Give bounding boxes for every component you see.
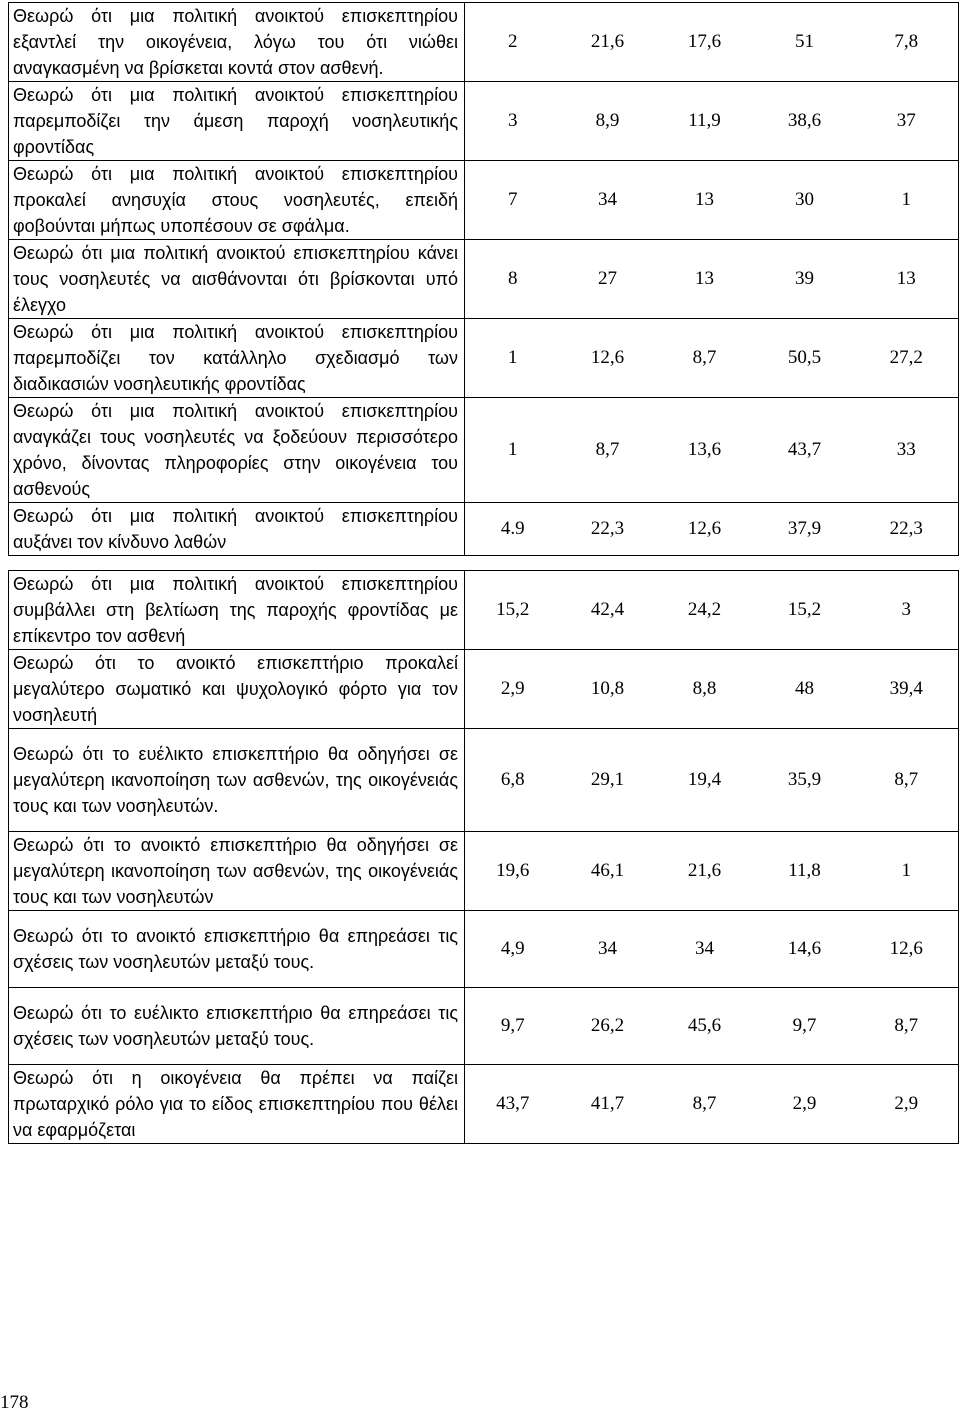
table-row: [9, 398, 959, 503]
table-row: [9, 729, 959, 832]
value-cell: 43,7: [755, 398, 855, 503]
value-cell: 51: [755, 3, 855, 82]
table-row: [9, 1065, 959, 1144]
value-cell: 4.9: [465, 503, 561, 556]
value-cell: 22,3: [855, 503, 959, 556]
value-cell: 1: [855, 832, 959, 911]
value-cell: 19,4: [655, 729, 755, 832]
value-cell: 8: [465, 240, 561, 319]
value-cell: 3: [855, 571, 959, 650]
value-cell: 38,6: [755, 82, 855, 161]
value-cell: 11,9: [655, 82, 755, 161]
value-cell: 48: [755, 650, 855, 729]
value-cell: 10,8: [561, 650, 655, 729]
table-row: [9, 503, 959, 556]
table-body: [9, 3, 959, 1144]
statement-cell: Θεωρώ ότι μια πολιτική ανοικτού επισκεπτηρίου κάνει τους νοσηλευτές να αισθάνονται ότι βρίσκονται υπό έλεγχο: [9, 240, 465, 319]
value-cell: 35,9: [755, 729, 855, 832]
value-cell: 24,2: [655, 571, 755, 650]
separator-cell: [9, 556, 959, 571]
value-cell: 2,9: [465, 650, 561, 729]
value-cell: 2,9: [855, 1065, 959, 1144]
value-cell: 13,6: [655, 398, 755, 503]
value-cell: 13: [655, 161, 755, 240]
value-cell: 1: [465, 398, 561, 503]
value-cell: 17,6: [655, 3, 755, 82]
table-row: [9, 988, 959, 1065]
table-row: [9, 82, 959, 161]
table-row: [9, 571, 959, 650]
value-cell: 8,9: [561, 82, 655, 161]
value-cell: 8,8: [655, 650, 755, 729]
value-cell: 34: [561, 161, 655, 240]
value-cell: 37,9: [755, 503, 855, 556]
statement-cell: Θεωρώ ότι μια πολιτική ανοικτού επισκεπτηρίου παρεμποδίζει τον κατάλληλο σχεδιασμό των διαδικασιών νοσηλευτικής φροντίδας: [9, 319, 465, 398]
value-cell: 1: [465, 319, 561, 398]
responses-table: [8, 2, 959, 1144]
statement-cell: Θεωρώ ότι το ανοικτό επισκεπτήριο θα οδηγήσει σε μεγαλύτερη ικανοποίηση των ασθενών, της οικογένειάς τους και των νοσηλευτών: [9, 832, 465, 911]
value-cell: 42,4: [561, 571, 655, 650]
value-cell: 19,6: [465, 832, 561, 911]
table-row: [9, 319, 959, 398]
value-cell: 1: [855, 161, 959, 240]
value-cell: 8,7: [655, 1065, 755, 1144]
statement-cell: Θεωρώ ότι μια πολιτική ανοικτού επισκεπτηρίου εξαντλεί την οικογένεια, λόγω του ότι νιώθει αναγκασμένη να βρίσκεται κοντά στον ασθενή.: [9, 3, 465, 82]
statement-cell: Θεωρώ ότι το ευέλικτο επισκεπτήριο θα οδηγήσει σε μεγαλύτερη ικανοποίηση των ασθενών, της οικογένειάς τους και των νοσηλευτών.: [9, 729, 465, 832]
value-cell: 2: [465, 3, 561, 82]
statement-cell: Θεωρώ ότι μια πολιτική ανοικτού επισκεπτηρίου αυξάνει τον κίνδυνο λαθών: [9, 503, 465, 556]
value-cell: 33: [855, 398, 959, 503]
statement-cell: Θεωρώ ότι το ανοικτό επισκεπτήριο προκαλεί μεγαλύτερο σωματικό και ψυχολογικό φόρτο για τον νοσηλευτή: [9, 650, 465, 729]
value-cell: 27: [561, 240, 655, 319]
page-number: 178: [0, 1392, 29, 1413]
table-row: [9, 161, 959, 240]
value-cell: 34: [655, 911, 755, 988]
value-cell: 7,8: [855, 3, 959, 82]
value-cell: 12,6: [655, 503, 755, 556]
statement-cell: Θεωρώ ότι μια πολιτική ανοικτού επισκεπτηρίου παρεμποδίζει την άμεση παροχή νοσηλευτικής φροντίδας: [9, 82, 465, 161]
value-cell: 37: [855, 82, 959, 161]
table-row: [9, 240, 959, 319]
statement-cell: Θεωρώ ότι μια πολιτική ανοικτού επισκεπτηρίου αναγκάζει τους νοσηλευτές να ξοδεύουν περισσότερο χρόνο, δίνοντας πληροφορίες στην οικογένεια του ασθενούς: [9, 398, 465, 503]
value-cell: 8,7: [561, 398, 655, 503]
value-cell: 15,2: [465, 571, 561, 650]
value-cell: 3: [465, 82, 561, 161]
value-cell: 46,1: [561, 832, 655, 911]
statement-cell: Θεωρώ ότι το ευέλικτο επισκεπτήριο θα επηρεάσει τις σχέσεις των νοσηλευτών μεταξύ τους.: [9, 988, 465, 1065]
value-cell: 34: [561, 911, 655, 988]
value-cell: 2,9: [755, 1065, 855, 1144]
value-cell: 11,8: [755, 832, 855, 911]
value-cell: 15,2: [755, 571, 855, 650]
statement-cell: Θεωρώ ότι η οικογένεια θα πρέπει να παίζει πρωταρχικό ρόλο για το είδος επισκεπτηρίου που θέλει να εφαρμόζεται: [9, 1065, 465, 1144]
table-row: [9, 911, 959, 988]
value-cell: 39,4: [855, 650, 959, 729]
value-cell: 12,6: [561, 319, 655, 398]
value-cell: 7: [465, 161, 561, 240]
statement-cell: Θεωρώ ότι μια πολιτική ανοικτού επισκεπτηρίου συμβάλλει στη βελτίωση της παροχής φροντίδας με επίκεντρο τον ασθενή: [9, 571, 465, 650]
value-cell: 27,2: [855, 319, 959, 398]
statement-cell: Θεωρώ ότι μια πολιτική ανοικτού επισκεπτηρίου προκαλεί ανησυχία στους νοσηλευτές, επειδή φοβούνται μήπως υποπέσουν σε σφάλμα.: [9, 161, 465, 240]
value-cell: 13: [855, 240, 959, 319]
value-cell: 8,7: [855, 729, 959, 832]
value-cell: 21,6: [655, 832, 755, 911]
value-cell: 14,6: [755, 911, 855, 988]
value-cell: 8,7: [655, 319, 755, 398]
value-cell: 39: [755, 240, 855, 319]
value-cell: 4,9: [465, 911, 561, 988]
value-cell: 43,7: [465, 1065, 561, 1144]
value-cell: 13: [655, 240, 755, 319]
value-cell: 30: [755, 161, 855, 240]
value-cell: 12,6: [855, 911, 959, 988]
value-cell: 29,1: [561, 729, 655, 832]
value-cell: 9,7: [465, 988, 561, 1065]
table-row: [9, 3, 959, 82]
value-cell: 6,8: [465, 729, 561, 832]
value-cell: 26,2: [561, 988, 655, 1065]
value-cell: 9,7: [755, 988, 855, 1065]
value-cell: 50,5: [755, 319, 855, 398]
table-row: [9, 650, 959, 729]
value-cell: 8,7: [855, 988, 959, 1065]
statement-cell: Θεωρώ ότι το ανοικτό επισκεπτήριο θα επηρεάσει τις σχέσεις των νοσηλευτών μεταξύ τους.: [9, 911, 465, 988]
group-separator: [9, 556, 959, 571]
value-cell: 22,3: [561, 503, 655, 556]
value-cell: 41,7: [561, 1065, 655, 1144]
value-cell: 45,6: [655, 988, 755, 1065]
table-row: [9, 832, 959, 911]
value-cell: 21,6: [561, 3, 655, 82]
